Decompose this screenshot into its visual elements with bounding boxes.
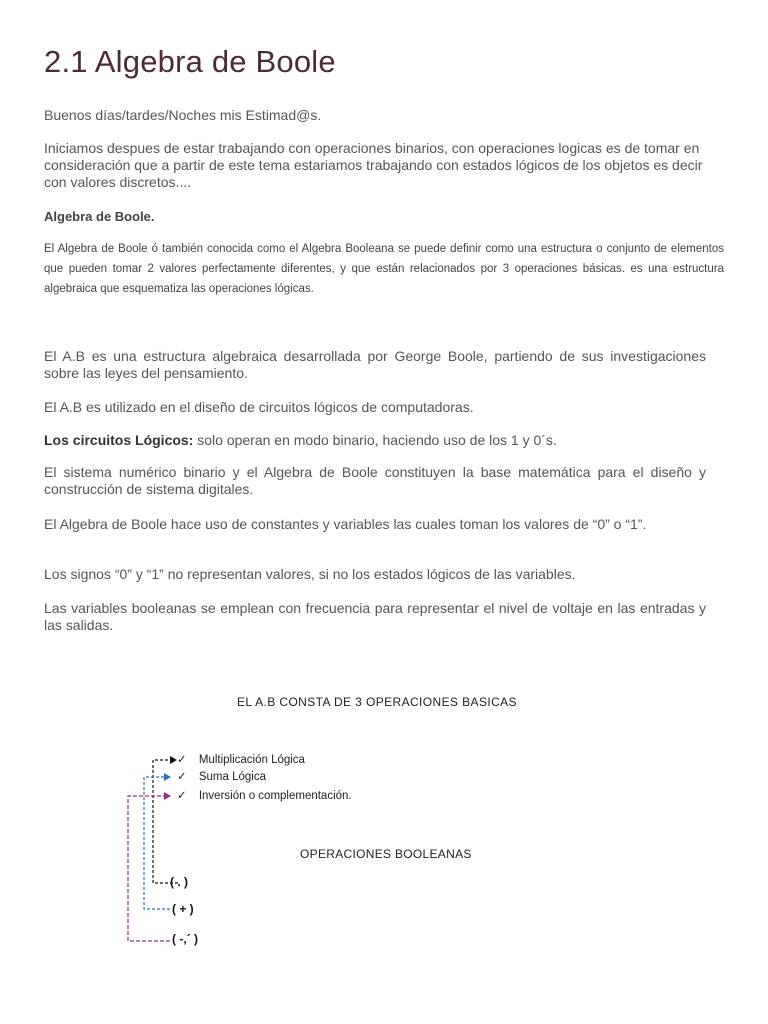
arrow-suma [164,773,171,781]
definition-paragraph: El Algebra de Boole ó también conocida como el Algebra Booleana se puede definir como una estructura o conjunto de elementos que pueden tomar 2 valores perfectamente diferentes, y que están relacionados por 3 operaciones básicas. es una estructura algebraica que esquematiza las operaciones lógicas. [44,243,724,295]
list-item-multiplication [177,752,305,766]
intro-paragraph: Iniciamos despues de estar trabajando con operaciones binarios, con operaciones logicas es de tomar en consideración que a partir de este tema estariamos trabajando con estados lógicos de los objetos es decir con valores discretos.... [44,140,703,190]
paragraph-binary-system: El sistema numérico binario y el Algebra de Boole constituyen la base matemática para el diseño y construcción de sistema digitales. [44,464,706,497]
symbol-suma: ( + ) [172,902,194,916]
check-icon: ✓ [177,771,187,783]
page-title: 2.1 Algebra de Boole [44,44,336,79]
circuits-label: Los circuitos Lógicos: [44,432,194,448]
paragraph-ab-use: El A.B es utilizado en el diseño de circuitos lógicos de computadoras. [44,399,474,415]
symbol-multiplication: ( . ) [170,875,188,889]
greeting: Buenos días/tardes/Noches mis Estimad@s. [44,107,322,123]
list-item-suma [177,769,266,783]
item-label: Inversión o complementación. [198,790,352,802]
operations-diagram [0,680,768,960]
symbol-inversion: ( -,´ ) [172,932,198,946]
diagram-title: EL A.B CONSTA DE 3 OPERACIONES BASICAS [237,695,517,709]
item-label: Multiplicación Lógica [198,754,305,766]
list-item-inversion [177,788,352,802]
check-icon: ✓ [177,790,187,802]
check-icon: ✓ [177,754,187,766]
arrow-multiplication [170,756,177,764]
paragraph-constants: El Algebra de Boole hace uso de constantes y variables las cuales toman los valores de “0” o “1”. [44,516,647,532]
diagram-connectors [0,680,768,960]
diagram-subtitle: OPERACIONES BOOLEANAS [300,847,472,861]
paragraph-ab-origin: El A.B es una estructura algebraica desarrollada por George Boole, partiendo de sus investigaciones sobre las leyes del pensamiento. [44,348,706,381]
arrow-inversion [164,792,171,800]
connector-inversion [128,796,170,941]
item-label: Suma Lógica [198,771,266,783]
circuits-text: solo operan en modo binario, haciendo uso de los 1 y 0´s. [193,432,557,448]
paragraph-variables: Las variables booleanas se emplean con frecuencia para representar el nivel de voltaje en las entradas y las salidas. [44,600,706,633]
paragraph-circuits [44,432,706,449]
paragraph-signs: Los signos “0” y “1” no representan valores, si no los estados lógicos de las variables. [44,566,576,582]
section-heading: Algebra de Boole. [44,209,155,224]
